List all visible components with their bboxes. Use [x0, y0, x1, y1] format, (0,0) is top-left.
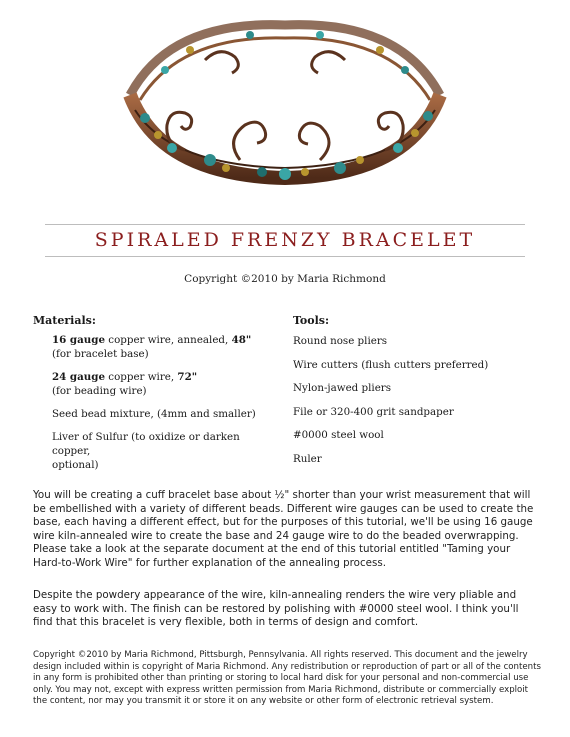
tool-item: Wire cutters (flush cutters preferred) — [293, 358, 489, 371]
copyright-line: Copyright ©2010 by Maria Richmond — [184, 273, 386, 285]
material-item: 24 gauge copper wire, 72" (for beading wire) — [52, 371, 198, 397]
tool-item: #0000 steel wool — [293, 429, 384, 442]
legal-notice: Copyright ©2010 by Maria Richmond, Pittsburgh, Pennsylvania. All rights reserved. This document and the jewelry design included within is copyright of Maria Richmond. Any redistribution or reproduction of part or all of the contents in any form is prohibited other than printing or storing to local hard disk for your personal and non-commercial use only. You may not, except with express written permission from Maria Richmond, distribute or commercially exploit the content, nor may you transmit it or store it on any website or other form of electronic retrieval system. — [33, 650, 541, 706]
tools-list — [293, 335, 533, 477]
material-item: 16 gauge copper wire, annealed, 48" (for bracelet base) — [52, 334, 252, 360]
intro-paragraph: You will be creating a cuff bracelet base about ½" shorter than your wrist measurement that will be embellished with a variety of different beads. Different wire gauges can be used to create the base, each having a different effect, but for the purposes of this tutorial, we'll be using 16 gauge wire kiln-annealed wire to create the base and 24 gauge wire to do the beaded overwrapping. Please take a look at the separate document at the end of this tutorial entitled "Taming your Hard-to-Work Wire" for further explanation of the annealing process. — [33, 489, 534, 569]
document-title: SPIRALED FRENZY BRACELET — [94, 229, 476, 251]
bracelet-illustration — [0, 0, 570, 215]
tool-item: File or 320-400 grit sandpaper — [293, 405, 454, 418]
tool-item: Ruler — [293, 452, 322, 465]
material-item: Seed bead mixture, (4mm and smaller) — [52, 408, 256, 420]
finish-paragraph: Despite the powdery appearance of the wire, kiln-annealing renders the wire very pliable and easy to work with. The finish can be restored by polishing with #0000 steel wool. I think you'll find that this bracelet is very flexible, both in terms of design and comfort. — [33, 589, 519, 629]
tool-item: Round nose pliers — [293, 335, 388, 347]
title-rule-top — [45, 224, 525, 225]
title-rule-bottom — [45, 256, 525, 257]
tools-heading: Tools: — [293, 314, 330, 327]
materials-heading: Materials: — [33, 314, 96, 327]
bracelet-photo — [0, 0, 570, 215]
materials-list — [52, 333, 277, 481]
tool-item: Nylon-jawed pliers — [293, 382, 392, 395]
material-item: Liver of Sulfur (to oxidize or darken copper, optional) — [52, 431, 240, 471]
